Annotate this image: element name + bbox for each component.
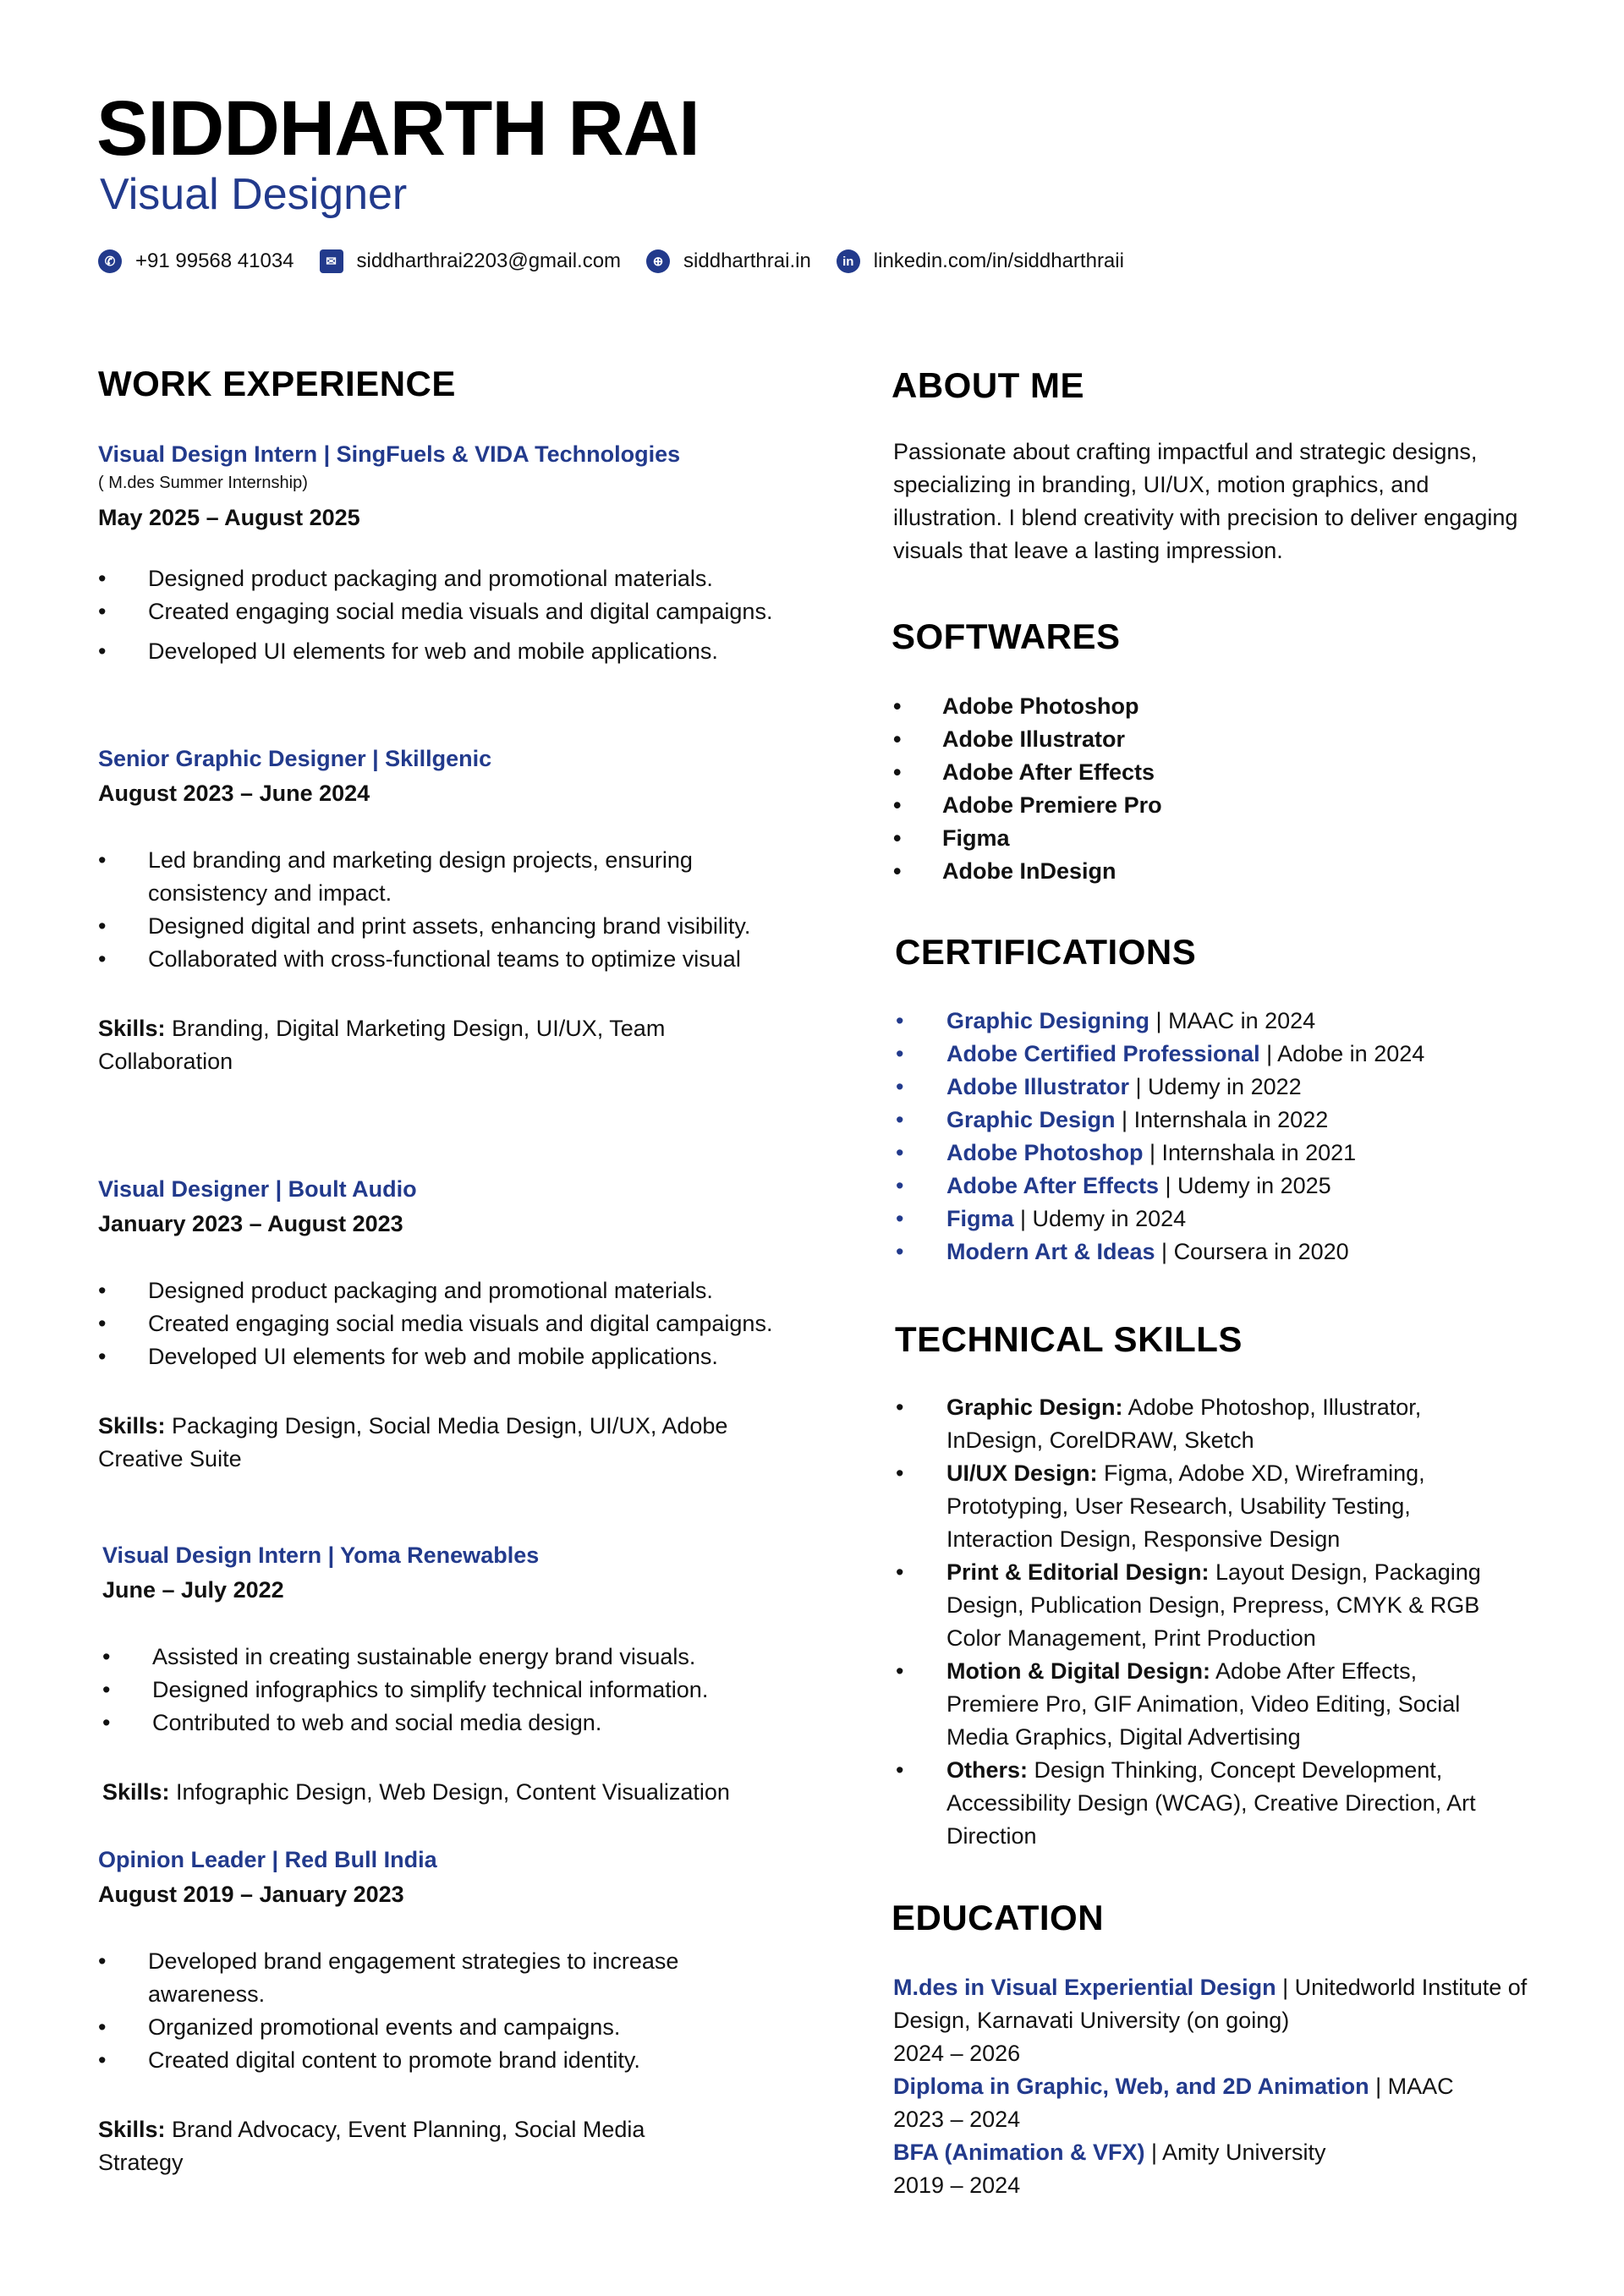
job-title: Opinion Leader | Red Bull India	[98, 1847, 437, 1872]
bullet: • Designed product packaging and promotional materials.	[98, 562, 792, 595]
bullet: • Designed digital and print assets, enhancing brand visibility.	[98, 910, 775, 943]
skill-item: • Motion & Digital Design: Adobe After Effects, Premiere Pro, GIF Animation, Video Editing, Social Media Graphics, Digital Advertising	[896, 1655, 1513, 1754]
bullet: • Developed UI elements for web and mobile applications.	[98, 1340, 775, 1373]
job-entry	[98, 1844, 792, 2179]
contact-website[interactable]	[646, 249, 811, 273]
softwares-heading: SOFTWARES	[892, 616, 1121, 656]
job-title: Visual Designer | Boult Audio	[98, 1176, 417, 1202]
linkedin-text: linkedin.com/in/siddharthraii	[873, 249, 1124, 272]
bullet: • Assisted in creating sustainable energy brand visuals.	[102, 1641, 796, 1674]
candidate-name: SIDDHARTH RAI	[96, 85, 700, 172]
about-text: Passionate about crafting impactful and strategic designs, specializing in branding, UI/UX, motion graphics, and illustration. I blend creativity with precision to deliver engaging visuals that leave a lasting impression.	[893, 439, 1518, 563]
job-entry	[98, 1173, 792, 1476]
job-date: June – July 2022	[102, 1577, 284, 1603]
cert-item: • Adobe Illustrator | Udemy in 2022	[896, 1071, 1539, 1104]
technical-skills-heading: TECHNICAL SKILLS	[895, 1319, 1243, 1359]
mail-icon: ✉	[320, 249, 343, 273]
software-item: • Adobe Photoshop	[893, 690, 1536, 723]
job-skills: Skills: Branding, Digital Marketing Design, UI/UX, Team Collaboration	[98, 1016, 666, 1074]
about-heading: ABOUT ME	[892, 365, 1084, 405]
phone-icon: ✆	[98, 249, 122, 273]
skill-item: • Print & Editorial Design: Layout Design, Packaging Design, Publication Design, Prepress, CMYK & RGB Color Management, Print Production	[896, 1556, 1513, 1655]
job-title: Visual Design Intern | Yoma Renewables	[102, 1543, 540, 1568]
email-text: siddharthrai2203@gmail.com	[356, 249, 622, 272]
education-degree: BFA (Animation & VFX) | Amity University	[893, 2140, 1326, 2165]
job-title: Senior Graphic Designer | Skillgenic	[98, 746, 492, 771]
job-subtitle: ( M.des Summer Internship)	[98, 474, 308, 492]
job-date: January 2023 – August 2023	[98, 1211, 403, 1236]
contact-phone[interactable]	[98, 249, 294, 273]
cert-item: • Graphic Design | Internshala in 2022	[896, 1104, 1539, 1137]
software-item: • Adobe After Effects	[893, 756, 1536, 789]
bullet: • Created engaging social media visuals and digital campaigns.	[98, 595, 775, 628]
cert-item: • Figma | Udemy in 2024	[896, 1203, 1539, 1236]
job-bullets	[98, 562, 792, 668]
certifications-heading: CERTIFICATIONS	[895, 932, 1197, 972]
work-heading: WORK EXPERIENCE	[98, 364, 456, 403]
phone-text: +91 99568 41034	[135, 249, 294, 272]
education-years: 2019 – 2024	[893, 2173, 1021, 2198]
softwares-list	[893, 690, 1536, 888]
job-title: Visual Design Intern | SingFuels & VIDA Technologies	[98, 441, 681, 467]
technical-skills-list	[896, 1391, 1513, 1853]
bullet: • Developed brand engagement strategies to increase awareness.	[98, 1945, 775, 2011]
bullet: • Created engaging social media visuals and digital campaigns.	[98, 1307, 775, 1340]
software-item: • Adobe Illustrator	[893, 723, 1536, 756]
software-item: • Adobe Premiere Pro	[893, 789, 1536, 822]
job-date: May 2025 – August 2025	[98, 505, 360, 530]
skill-item: • Graphic Design: Adobe Photoshop, Illustrator, InDesign, CorelDRAW, Sketch	[896, 1391, 1513, 1457]
education-heading: EDUCATION	[892, 1898, 1105, 1937]
job-date: August 2019 – January 2023	[98, 1882, 404, 1907]
bullet: • Developed UI elements for web and mobile applications.	[98, 635, 792, 668]
bullet: • Designed infographics to simplify technical information.	[102, 1674, 796, 1707]
education-degree: Diploma in Graphic, Web, and 2D Animation | MAAC	[893, 2074, 1454, 2099]
contact-email[interactable]	[320, 249, 622, 273]
skill-item: • UI/UX Design: Figma, Adobe XD, Wireframing, Prototyping, User Research, Usability Testing, Interaction Design, Responsive Design	[896, 1457, 1513, 1556]
candidate-title: Visual Designer	[100, 170, 408, 219]
bullet: • Contributed to web and social media design.	[102, 1707, 796, 1740]
job-bullets	[98, 1274, 775, 1373]
cert-item: • Adobe After Effects | Udemy in 2025	[896, 1170, 1539, 1203]
bullet: • Created digital content to promote brand identity.	[98, 2044, 775, 2077]
software-item: • Adobe InDesign	[893, 855, 1536, 888]
contact-bar	[98, 249, 1149, 273]
cert-item: • Adobe Photoshop | Internshala in 2021	[896, 1137, 1539, 1170]
linkedin-icon: in	[837, 249, 860, 273]
job-entry	[102, 1539, 796, 1809]
cert-item: • Adobe Certified Professional | Adobe in 2024	[896, 1038, 1539, 1071]
bullet: • Designed product packaging and promotional materials.	[98, 1274, 775, 1307]
cert-item: • Modern Art & Ideas | Coursera in 2020	[896, 1236, 1539, 1269]
job-bullets	[98, 1945, 775, 2077]
job-skills: Skills: Brand Advocacy, Event Planning, Social Media Strategy	[98, 2117, 645, 2175]
education-years: 2024 – 2026	[893, 2041, 1021, 2066]
education-degree: M.des in Visual Experiential Design | Unitedworld Institute of Design, Karnavati University (on going)	[893, 1975, 1528, 2033]
bullet: • Collaborated with cross-functional teams to optimize visual	[98, 943, 741, 976]
job-bullets	[98, 844, 775, 976]
software-item: • Figma	[893, 822, 1536, 855]
job-entry	[98, 743, 792, 1078]
certifications-list	[896, 1005, 1539, 1269]
job-skills: Skills: Infographic Design, Web Design, Content Visualization	[102, 1779, 730, 1805]
skill-item: • Others: Design Thinking, Concept Development, Accessibility Design (WCAG), Creative Direction, Art Direction	[896, 1754, 1513, 1853]
website-text: siddharthrai.in	[683, 249, 811, 272]
contact-linkedin[interactable]	[837, 249, 1124, 273]
bullet: • Led branding and marketing design projects, ensuring consistency and impact.	[98, 844, 775, 910]
education-years: 2023 – 2024	[893, 2107, 1021, 2132]
job-bullets	[102, 1641, 796, 1740]
job-skills: Skills: Packaging Design, Social Media Design, UI/UX, Adobe Creative Suite	[98, 1413, 728, 1471]
cert-item: • Graphic Designing | MAAC in 2024	[896, 1005, 1539, 1038]
job-entry	[98, 438, 792, 668]
bullet: • Organized promotional events and campaigns.	[98, 2011, 775, 2044]
job-date: August 2023 – June 2024	[98, 781, 370, 806]
education-list	[893, 1971, 1536, 2202]
globe-icon: ⊕	[646, 249, 670, 273]
